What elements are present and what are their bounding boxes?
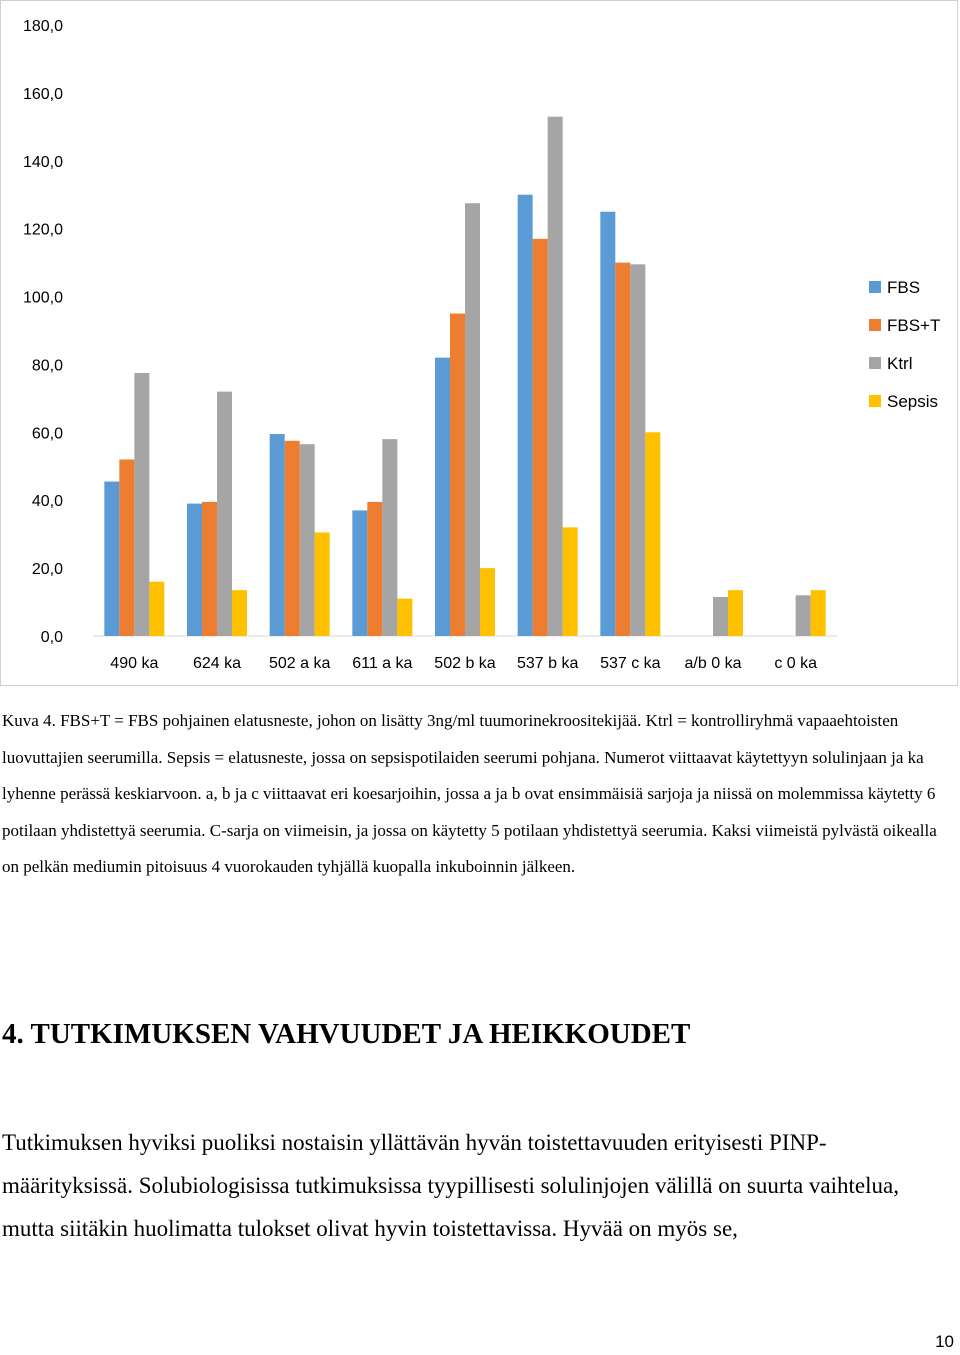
- bar-sepsis: [645, 432, 660, 636]
- y-tick-label: 160,0: [22, 85, 63, 103]
- legend-swatch: [869, 395, 881, 407]
- x-tick-label: 611 a ka: [352, 655, 413, 672]
- bar-fbs: [352, 510, 367, 636]
- bar-ktrl: [796, 595, 811, 636]
- bar-fbs: [187, 504, 202, 636]
- body-text: [2, 1121, 947, 1250]
- bar-fbs: [600, 212, 615, 636]
- section-heading: 4. TUTKIMUKSEN VAHVUUDET JA HEIKKOUDET: [2, 1018, 691, 1050]
- bar-ktrl: [713, 597, 728, 636]
- body-paragraph: Tutkimuksen hyviksi puoliksi nostaisin yllättävän hyvän toistettavuuden erityisesti PINP-määrityksissä. Solubiologisissa tutkimuksissa tyypillisesti solulinjojen välillä on suurta vaihtelua, mutta siitäkin huolimatta tulokset olivat hyvin toistettavissa. Hyvää on myös se,: [2, 1130, 899, 1241]
- legend-swatch: [869, 357, 881, 369]
- bar-sepsis: [232, 590, 247, 636]
- legend-label: Ktrl: [887, 354, 913, 373]
- y-tick-label: 40,0: [31, 493, 63, 511]
- bar-fbs-t: [615, 263, 630, 636]
- bar-chart: [1, 1, 959, 687]
- bar-ktrl: [217, 392, 232, 636]
- bar-ktrl: [382, 439, 397, 636]
- y-tick-label: 180,0: [22, 18, 63, 35]
- x-tick-label: c 0 ka: [774, 655, 818, 672]
- y-tick-label: 60,0: [31, 425, 63, 443]
- page-number: 10: [935, 1332, 954, 1351]
- bar-sepsis: [728, 590, 743, 636]
- figure-caption-text: Kuva 4. FBS+T = FBS pohjainen elatusneste, johon on lisätty 3ng/ml tuumorinekroositekijää. Ktrl = kontrolliryhmä vapaaehtoisten luovuttajien seerumilla. Sepsis = elatusneste, jossa on sepsispotilaiden seerumi pohjana. Numerot viittaavat käytettyyn solulinjaan ja ka lyhenne perässä keskiarvoon. a, b ja c viittaavat eri koesarjoihin, jossa a ja b ovat ensimmäisiä sarjoja ja niissä on molemmissa käytetty 6 potilaan yhdistettyä seerumia. C-sarja on viimeisin, ja jossa on käytetty 5 potilaan yhdistettyä seerumia. Kaksi viimeistä pylvästä oikealla on pelkän mediumin pitoisuus 4 vuorokauden tyhjällä kuopalla inkuboinnin jälkeen.: [2, 711, 937, 876]
- bar-ktrl: [465, 203, 480, 636]
- x-tick-label: 502 b ka: [434, 655, 496, 672]
- bar-fbs-t: [202, 502, 217, 636]
- bar-fbs-t: [367, 502, 382, 636]
- bar-sepsis: [480, 568, 495, 636]
- bar-fbs: [518, 195, 533, 636]
- x-tick-label: 502 a ka: [268, 655, 331, 672]
- y-tick-label: 80,0: [31, 357, 63, 375]
- bar-fbs-t: [533, 239, 548, 636]
- bar-ktrl: [548, 117, 563, 636]
- legend-label: Sepsis: [887, 392, 939, 411]
- bar-sepsis: [563, 527, 578, 636]
- bar-fbs-t: [285, 441, 300, 636]
- bar-ktrl: [300, 444, 315, 636]
- x-tick-label: 624 ka: [192, 655, 242, 672]
- bar-fbs: [270, 434, 285, 636]
- bar-fbs: [104, 482, 119, 636]
- legend-label: FBS: [887, 278, 921, 297]
- y-tick-label: 140,0: [22, 153, 63, 171]
- legend-label: FBS+T: [887, 316, 941, 335]
- y-tick-label: 100,0: [22, 289, 63, 307]
- bar-fbs-t: [119, 459, 134, 636]
- bar-fbs: [435, 358, 450, 636]
- figure-caption: [2, 703, 952, 886]
- y-tick-label: 0,0: [40, 629, 63, 646]
- bar-sepsis: [397, 599, 412, 636]
- bar-fbs-t: [450, 314, 465, 636]
- bar-ktrl: [630, 264, 645, 636]
- legend-swatch: [869, 281, 881, 293]
- bar-ktrl: [134, 373, 149, 636]
- x-tick-label: 490 ka: [110, 655, 159, 672]
- legend-swatch: [869, 319, 881, 331]
- bar-sepsis: [315, 532, 330, 636]
- x-tick-label: 537 c ka: [600, 655, 661, 672]
- x-tick-label: a/b 0 ka: [684, 655, 742, 672]
- x-tick-label: 537 b ka: [516, 655, 579, 672]
- bar-sepsis: [811, 590, 826, 636]
- y-tick-label: 120,0: [22, 221, 63, 239]
- bar-sepsis: [149, 582, 164, 636]
- y-tick-label: 20,0: [31, 561, 63, 579]
